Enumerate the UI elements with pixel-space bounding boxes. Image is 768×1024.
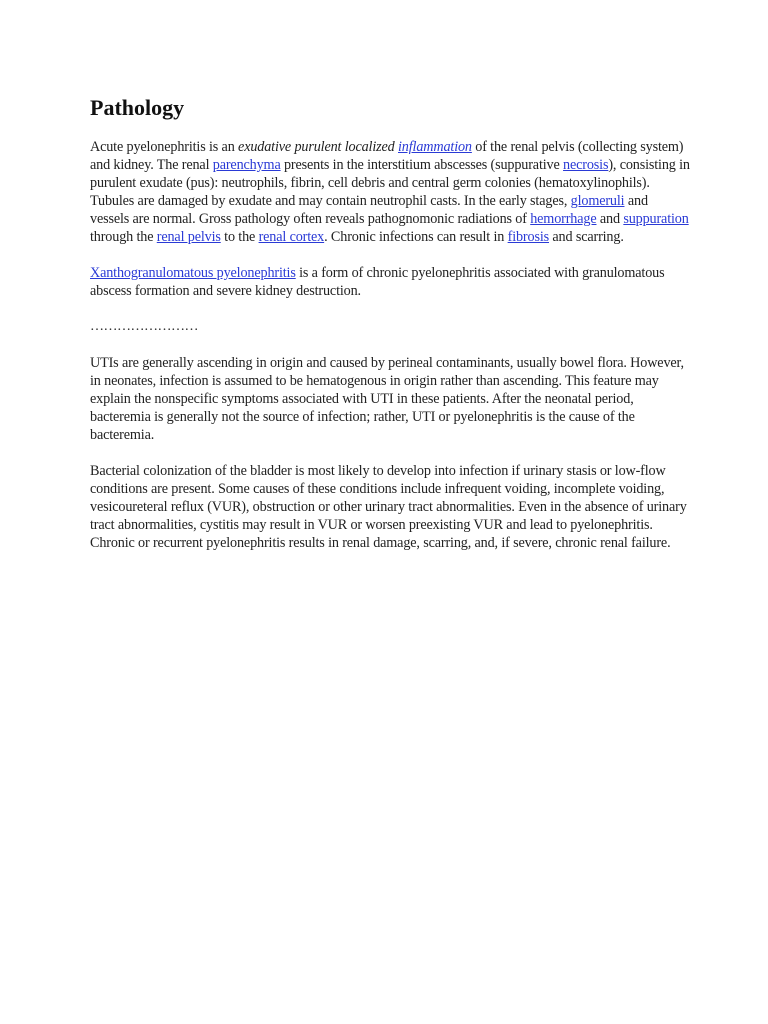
text-span: of the renal pelvis (collecting system) and kidney. The renal (90, 139, 684, 173)
text-span: and (596, 211, 624, 227)
link-glomeruli[interactable]: glomeruli (570, 193, 625, 209)
text-span: to the (220, 229, 259, 245)
paragraph-bacterial-colonization: Bacterial colonization of the bladder is most likely to develop into infection if urinary stasis or low-flow conditions are present. Some causes of these conditions include infrequent voiding, incomplete voiding, vesicoureteral reflux (VUR), obstruction or other urinary tract abnormalities. Even in the absence of urinary tract abnormalities, cystitis may result in VUR or worsen preexisting VUR and lead to pyelonephritis. Chronic or recurrent pyelonephritis results in renal damage, scarring, and, if severe, chronic renal failure. (90, 463, 687, 551)
link-inflammation[interactable]: inflammation (398, 139, 472, 155)
emphasis-text: exudative purulent localized (238, 139, 395, 155)
text-span: presents in the interstitium abscesses (suppurative (280, 157, 564, 173)
paragraph-acute-pyelonephritis (90, 138, 690, 246)
dotted-separator: …………………… (90, 319, 198, 334)
document-page (90, 94, 690, 570)
link-suppuration[interactable]: suppuration (623, 211, 689, 227)
link-xanthogranulomatous-pyelonephritis[interactable]: Xanthogranulomatous pyelonephritis (90, 265, 296, 281)
text-span: through the (90, 229, 157, 245)
link-necrosis[interactable]: necrosis (563, 157, 609, 173)
text-span: is a form of chronic pyelonephritis associated with granulomatous abscess formation and severe kidney destruction. (90, 265, 665, 299)
paragraph-xanthogranulomatous (90, 264, 690, 300)
paragraph-uti-origin: UTIs are generally ascending in origin and caused by perineal contaminants, usually bowel flora. However, in neonates, infection is assumed to be hematogenous in origin rather than ascending. This feature may explain the nonspecific symptoms associated with UTI in these patients. After the neonatal period, bacteremia is generally not the source of infection; rather, UTI or pyelonephritis is the cause of the bacteremia. (90, 355, 684, 443)
text-span: and vessels are normal. Gross pathology often reveals pathognomonic radiations of (90, 193, 648, 227)
text-span: and scarring. (549, 229, 624, 245)
section-heading: Pathology (90, 95, 185, 120)
text-span: . Chronic infections can result in (324, 229, 508, 245)
link-fibrosis[interactable]: fibrosis (507, 229, 549, 245)
text-span: ), consisting in purulent exudate (pus): neutrophils, fibrin, cell debris and central germ colonies (hematoxylinophils). Tubules are damaged by exudate and may contain neutrophil casts. In the early stages, (90, 157, 690, 209)
link-hemorrhage[interactable]: hemorrhage (530, 211, 597, 227)
text-span: Acute pyelonephritis is an (90, 139, 239, 155)
link-renal-cortex[interactable]: renal cortex (258, 229, 325, 245)
link-renal-pelvis[interactable]: renal pelvis (156, 229, 221, 245)
link-parenchyma[interactable]: parenchyma (212, 157, 281, 173)
